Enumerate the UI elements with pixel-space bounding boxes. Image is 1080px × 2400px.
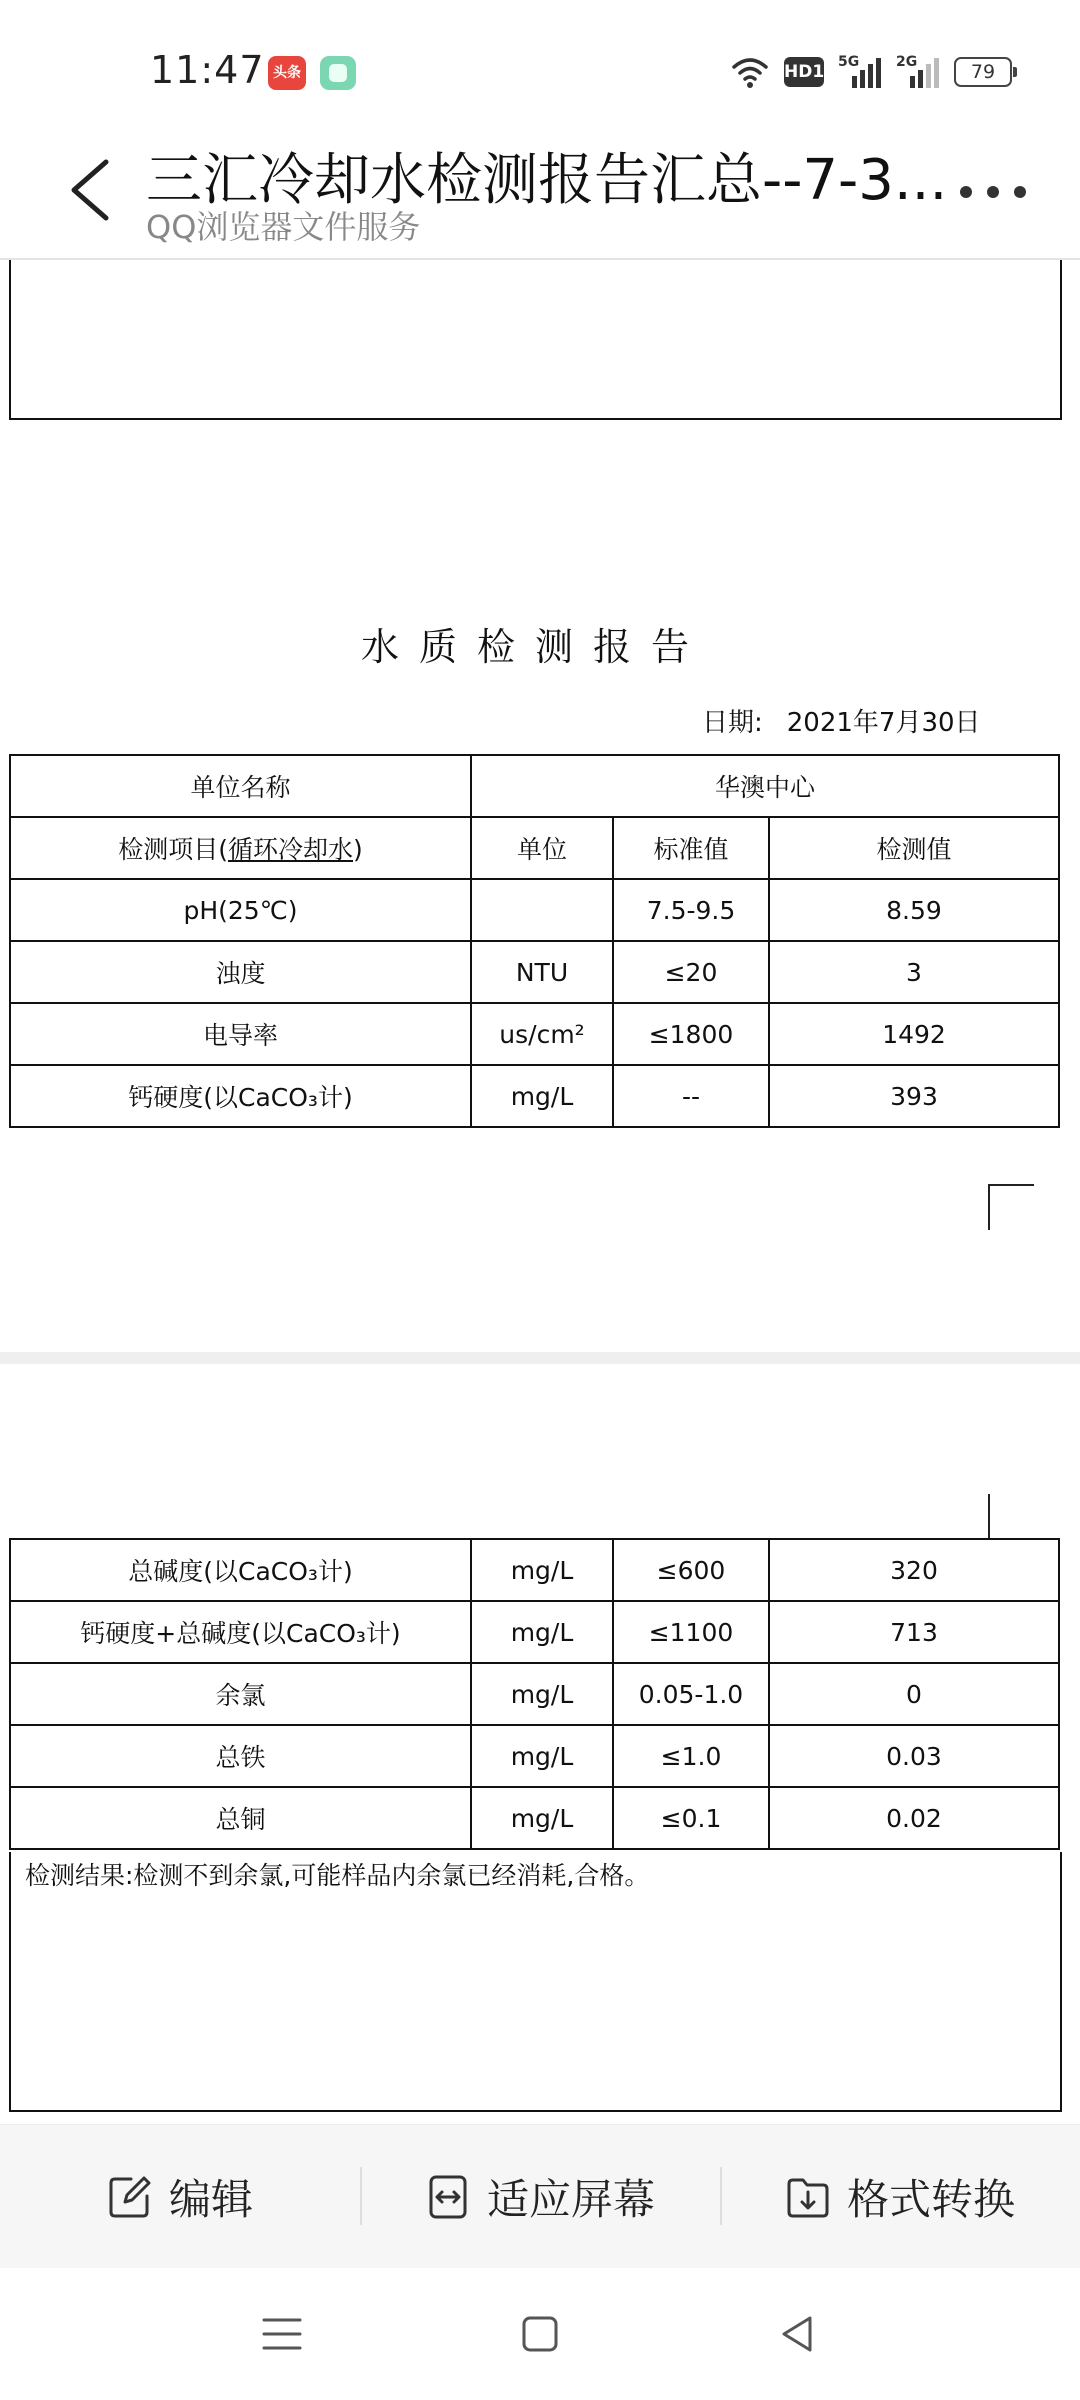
- signal-2g-icon: [896, 54, 940, 90]
- row-value: 320: [769, 1539, 1059, 1601]
- row-unit: NTU: [471, 941, 613, 1003]
- row-unit: mg/L: [471, 1663, 613, 1725]
- format-convert-label: 格式转换: [846, 2175, 1015, 2224]
- edit-label: 编辑: [168, 2175, 253, 2224]
- row-item: 电导率: [10, 1003, 471, 1065]
- menu-icon[interactable]: [254, 2306, 310, 2362]
- row-item: 钙硬度(以CaCO₃计): [10, 1065, 471, 1127]
- result-box: [9, 1852, 1062, 2112]
- row-item: 总碱度(以CaCO₃计): [10, 1539, 471, 1601]
- previous-page-box: [9, 260, 1062, 420]
- system-navigation-bar: [0, 2268, 1080, 2400]
- report-title: 水质检测报告: [360, 625, 709, 669]
- report-table-page-2: [9, 1538, 1060, 1850]
- row-standard: ≤1.0: [613, 1725, 769, 1787]
- hd-voice-icon: HD1: [784, 57, 824, 87]
- row-value: 3: [769, 941, 1059, 1003]
- signal-2g-label: 2G: [896, 54, 918, 70]
- row-standard: ≤600: [613, 1539, 769, 1601]
- table-row: [10, 879, 1059, 941]
- table-row: [10, 1539, 1059, 1601]
- row-item: 总铜: [10, 1787, 471, 1849]
- fit-screen-label: 适应屏幕: [486, 2175, 655, 2224]
- row-unit: mg/L: [471, 1539, 613, 1601]
- table-row-unit-name: [10, 755, 1059, 817]
- header-item: 检测项目(循环冷却水): [10, 817, 471, 879]
- result-text: 检测结果:检测不到余氯,可能样品内余氯已经消耗,合格。: [25, 1861, 650, 1890]
- row-unit: [471, 879, 613, 941]
- unit-name-value: 华澳中心: [471, 755, 1059, 817]
- row-value: 713: [769, 1601, 1059, 1663]
- status-indicators: [730, 52, 1012, 92]
- row-value: 0.03: [769, 1725, 1059, 1787]
- row-value: 8.59: [769, 879, 1059, 941]
- fit-screen-button[interactable]: [360, 2125, 720, 2269]
- row-unit: mg/L: [471, 1787, 613, 1849]
- wifi-icon: [730, 55, 770, 89]
- row-item: 浊度: [10, 941, 471, 1003]
- signal-5g-icon: [838, 54, 882, 90]
- edit-icon: [107, 2174, 153, 2220]
- row-standard: ≤1800: [613, 1003, 769, 1065]
- row-standard: --: [613, 1065, 769, 1127]
- page-corner-mark: [988, 1494, 1034, 1540]
- row-standard: 7.5-9.5: [613, 879, 769, 941]
- table-row: [10, 1663, 1059, 1725]
- row-item: 余氯: [10, 1663, 471, 1725]
- table-row: [10, 1065, 1059, 1127]
- page-separator: [0, 1352, 1080, 1364]
- signal-5g-label: 5G: [838, 54, 860, 70]
- toutiao-app-icon: 头条: [268, 56, 306, 90]
- report-date-label: 日期:: [702, 708, 763, 738]
- table-row: [10, 1003, 1059, 1065]
- format-convert-button[interactable]: [720, 2125, 1080, 2269]
- row-item: 总铁: [10, 1725, 471, 1787]
- row-unit: mg/L: [471, 1065, 613, 1127]
- table-header-row: [10, 817, 1059, 879]
- document-title: 三汇冷却水检测报告汇总--7-3...: [146, 148, 948, 213]
- row-unit: us/cm²: [471, 1003, 613, 1065]
- report-date: [702, 702, 981, 739]
- table-row: [10, 1787, 1059, 1849]
- row-unit: mg/L: [471, 1601, 613, 1663]
- row-standard: ≤0.1: [613, 1787, 769, 1849]
- fit-screen-icon: [425, 2174, 471, 2220]
- status-time: 11:47: [150, 48, 265, 92]
- back-chevron-icon[interactable]: [62, 152, 122, 228]
- table-row: [10, 1601, 1059, 1663]
- table-row: [10, 1725, 1059, 1787]
- status-bar: [0, 0, 1080, 140]
- report-date-value: 2021年7月30日: [786, 708, 981, 738]
- battery-icon: 79: [954, 57, 1012, 87]
- bottom-toolbar: [0, 2124, 1080, 2269]
- row-standard: 0.05-1.0: [613, 1663, 769, 1725]
- row-value: 393: [769, 1065, 1059, 1127]
- unit-name-label: 单位名称: [10, 755, 471, 817]
- app-header: [0, 130, 1080, 260]
- header-unit: 单位: [471, 817, 613, 879]
- row-value: 1492: [769, 1003, 1059, 1065]
- more-dots-icon[interactable]: [960, 182, 1026, 202]
- home-icon[interactable]: [512, 2306, 568, 2362]
- edit-button[interactable]: [0, 2125, 360, 2269]
- header-standard: 标准值: [613, 817, 769, 879]
- back-triangle-icon[interactable]: [770, 2306, 826, 2362]
- table-row: [10, 941, 1059, 1003]
- row-standard: ≤1100: [613, 1601, 769, 1663]
- page-corner-mark: [988, 1184, 1034, 1230]
- notification-app-icon: [320, 56, 356, 90]
- header-measured: 检测值: [769, 817, 1059, 879]
- format-convert-icon: [785, 2174, 831, 2220]
- document-page-1: [0, 260, 1080, 1352]
- report-table-page-1: [9, 754, 1060, 1128]
- row-item: 钙硬度+总碱度(以CaCO₃计): [10, 1601, 471, 1663]
- row-unit: mg/L: [471, 1725, 613, 1787]
- document-subtitle: QQ浏览器文件服务: [146, 208, 421, 246]
- document-page-2: [0, 1364, 1080, 2124]
- row-item: pH(25℃): [10, 879, 471, 941]
- row-value: 0: [769, 1663, 1059, 1725]
- row-standard: ≤20: [613, 941, 769, 1003]
- row-value: 0.02: [769, 1787, 1059, 1849]
